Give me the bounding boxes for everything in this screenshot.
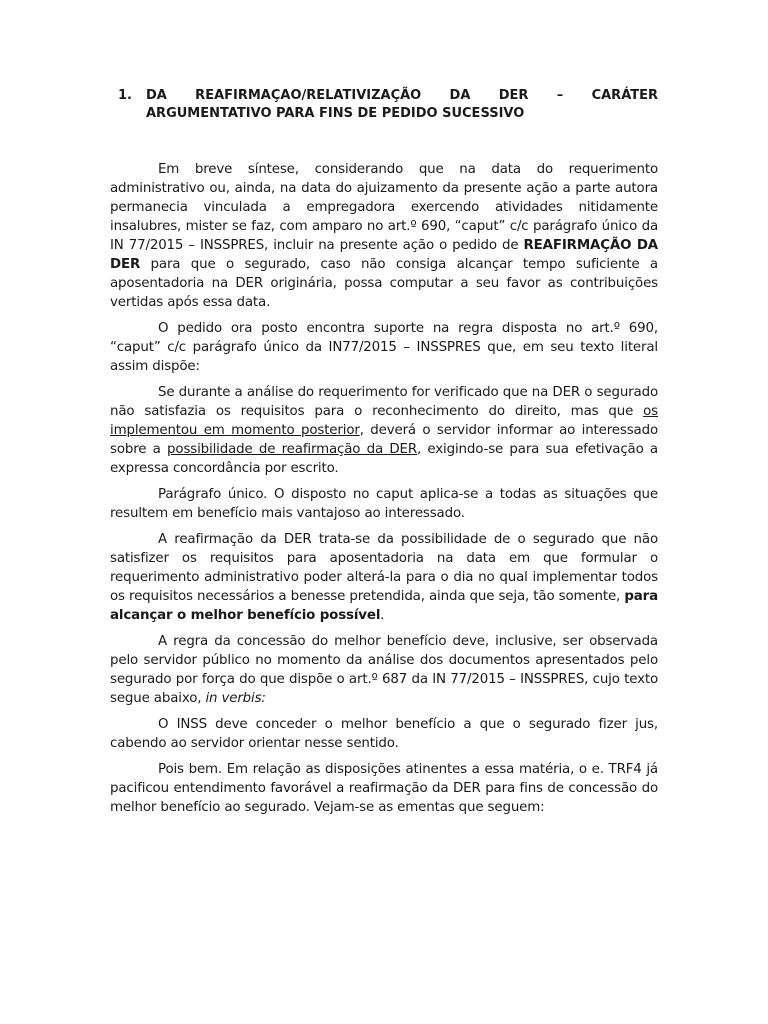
section-title: DA REAFIRMAÇAO/RELATIVIZAÇÃO DA DER – CARÁTER ARGUMENTATIVO PARA FINS DE PEDIDO SUCESSIVO xyxy=(146,88,658,121)
paragraph-rule-687: A regra da concessão do melhor benefício deve, inclusive, ser observada pelo servidor público no momento da análise dos documentos apresentados pelo segurado por força do que dispõe o art.º 687 da IN 77/2015 – INSSPRES, cujo texto segue abaixo, in verbis: xyxy=(110,634,658,706)
section-heading xyxy=(118,87,658,123)
document-body xyxy=(110,160,658,824)
paragraph-legal-basis: O pedido ora posto encontra suporte na regra disposta no art.º 690, “caput” c/c parágrafo único da IN77/2015 – INSSPRES que, em seu texto literal assim dispõe: xyxy=(110,321,658,374)
in-verbis: in verbis: xyxy=(205,691,266,706)
paragraph-trf4: Pois bem. Em relação as disposições atinentes a essa matéria, o e. TRF4 já pacificou entendimento favorável a reafirmação da DER para fins de concessão do melhor benefício ao segurado. Vejam-se as ementas que seguem: xyxy=(110,762,658,815)
underlined-phrase-2: possibilidade de reafirmação da DER xyxy=(167,442,417,457)
underlined-phrase-1: os implementou em momento posterior xyxy=(110,404,658,438)
paragraph-summary: Em breve síntese, considerando que na data do requerimento administrativo ou, ainda, na data do ajuizamento da presente ação a parte autora permanecia vinculada a empregadora exercendo atividades nitidamente insalubres, mister se faz, com amparo no art.º 690, “caput” c/c parágrafo único da IN 77/2015 – INSSPRES, incluir na presente ação o pedido de REAFIRMAÇÃO DA DER para que o segurado, caso não consiga alcançar tempo suficiente a aposentadoria na DER originária, possa computar a seu favor as contribuições vertidas após essa data. xyxy=(110,162,658,310)
section-number: 1. xyxy=(118,88,132,103)
emphasis-reafirmacao: REAFIRMAÇÃO DA DER xyxy=(110,238,658,272)
emphasis-melhor-beneficio: para alcançar o melhor benefício possível xyxy=(110,589,658,623)
paragraph-quote-single: Parágrafo único. O disposto no caput aplica-se a todas as situações que resultem em benefício mais vantajoso ao interessado. xyxy=(110,487,658,521)
paragraph-definition: A reafirmação da DER trata-se da possibilidade de o segurado que não satisfizer os requisitos para aposentadoria na data em que formular o requerimento administrativo poder alterá-la para o dia no qual implementar todos os requisitos necessários a benesse pretendida, ainda que seja, tão somente, para alcançar o melhor benefício possível. xyxy=(110,532,658,623)
paragraph-quote-art-687: O INSS deve conceder o melhor benefício a que o segurado fizer jus, cabendo ao servidor orientar nesse sentido. xyxy=(110,717,658,751)
paragraph-quote-art-690: Se durante a análise do requerimento for verificado que na DER o segurado não satisfazia os requisitos para o reconhecimento do direito, mas que os implementou em momento posterior, deverá o servidor informar ao interessado sobre a possibilidade de reafirmação da DER, exigindo-se para sua efetivação a expressa concordância por escrito. xyxy=(110,385,658,476)
